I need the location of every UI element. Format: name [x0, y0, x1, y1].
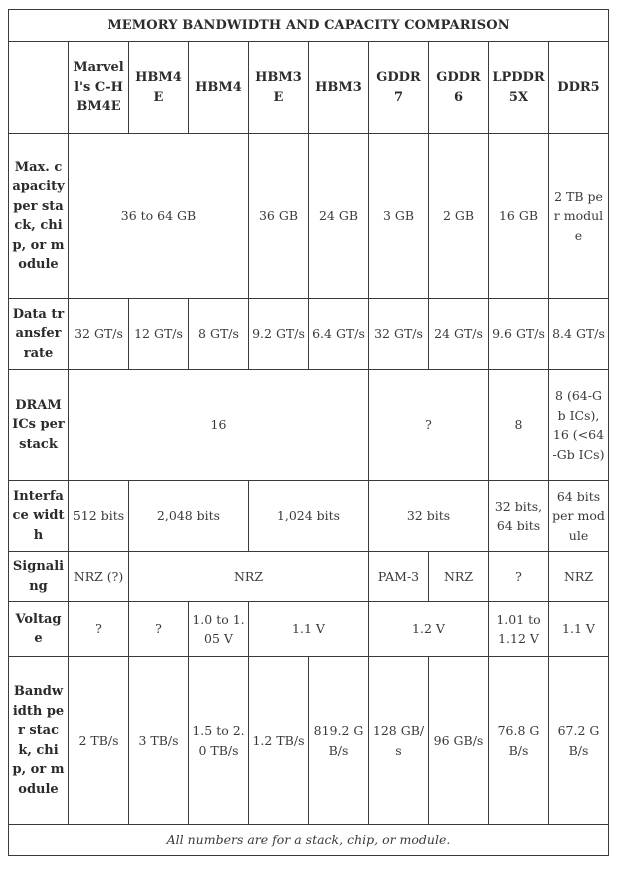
table-cell: ?: [129, 602, 189, 657]
column-header: GDDR7: [369, 42, 429, 134]
table-cell: ?: [489, 552, 549, 602]
table-cell: 32 GT/s: [69, 299, 129, 370]
row-label: Voltage: [9, 602, 69, 657]
row-label: Signaling: [9, 552, 69, 602]
table-cell: NRZ: [129, 552, 369, 602]
column-header: GDDR6: [429, 42, 489, 134]
row-label: Max. capacity per stack, chip, or module: [9, 134, 69, 299]
table-cell: 96 GB/s: [429, 657, 489, 825]
column-header: HBM3: [309, 42, 369, 134]
row-label: Data transfer rate: [9, 299, 69, 370]
column-header: LPDDR5X: [489, 42, 549, 134]
table-row: [9, 657, 609, 825]
table-cell: NRZ: [549, 552, 609, 602]
column-header: HBM3E: [249, 42, 309, 134]
table-cell: 8 GT/s: [189, 299, 249, 370]
comparison-table: [8, 9, 609, 856]
table-cell: 9.2 GT/s: [249, 299, 309, 370]
table-cell: 12 GT/s: [129, 299, 189, 370]
footnote-row: [9, 825, 609, 856]
table-row: [9, 602, 609, 657]
column-header: Marvell's C-HBM4E: [69, 42, 129, 134]
table-row: [9, 481, 609, 552]
table-cell: 1.01 to 1.12 V: [489, 602, 549, 657]
column-header: DDR5: [549, 42, 609, 134]
table-cell: 1,024 bits: [249, 481, 369, 552]
table-cell: 8: [489, 370, 549, 481]
table-cell: 1.0 to 1.05 V: [189, 602, 249, 657]
table-footnote: All numbers are for a stack, chip, or module.: [9, 825, 609, 856]
table-cell: 819.2 GB/s: [309, 657, 369, 825]
column-header: HBM4E: [129, 42, 189, 134]
table-cell: 2 TB per module: [549, 134, 609, 299]
table-cell: 36 GB: [249, 134, 309, 299]
table-cell: 9.6 GT/s: [489, 299, 549, 370]
table-cell: 1.2 TB/s: [249, 657, 309, 825]
table-cell: 16 GB: [489, 134, 549, 299]
table-cell: 64 bits per module: [549, 481, 609, 552]
table-row: [9, 370, 609, 481]
table-row: [9, 134, 609, 299]
table-cell: ?: [69, 602, 129, 657]
header-corner: [9, 42, 69, 134]
table-cell: 32 GT/s: [369, 299, 429, 370]
table-cell: 8.4 GT/s: [549, 299, 609, 370]
header-row: [9, 42, 609, 134]
table-cell: 2 TB/s: [69, 657, 129, 825]
table-cell: PAM-3: [369, 552, 429, 602]
table-cell: 512 bits: [69, 481, 129, 552]
table-cell: 24 GB: [309, 134, 369, 299]
table-cell: 1.1 V: [249, 602, 369, 657]
table-cell: 16: [69, 370, 369, 481]
table-cell: 6.4 GT/s: [309, 299, 369, 370]
table-row: [9, 299, 609, 370]
table-cell: ?: [369, 370, 489, 481]
table-cell: NRZ: [429, 552, 489, 602]
table-cell: 32 bits: [369, 481, 489, 552]
table-cell: 67.2 GB/s: [549, 657, 609, 825]
column-header: HBM4: [189, 42, 249, 134]
table-cell: 32 bits, 64 bits: [489, 481, 549, 552]
table-cell: 2,048 bits: [129, 481, 249, 552]
table-cell: 36 to 64 GB: [69, 134, 249, 299]
table-cell: 24 GT/s: [429, 299, 489, 370]
table-title: MEMORY BANDWIDTH AND CAPACITY COMPARISON: [9, 10, 609, 42]
table-cell: 128 GB/s: [369, 657, 429, 825]
table-cell: 3 TB/s: [129, 657, 189, 825]
table-cell: NRZ (?): [69, 552, 129, 602]
row-label: Interface width: [9, 481, 69, 552]
table-cell: 2 GB: [429, 134, 489, 299]
table-cell: 3 GB: [369, 134, 429, 299]
row-label: Bandwidth per stack, chip, or module: [9, 657, 69, 825]
table-cell: 1.5 to 2.0 TB/s: [189, 657, 249, 825]
row-label: DRAM ICs per stack: [9, 370, 69, 481]
table-cell: 1.2 V: [369, 602, 489, 657]
table-cell: 1.1 V: [549, 602, 609, 657]
table-cell: 8 (64-Gb ICs), 16 (<64-Gb ICs): [549, 370, 609, 481]
table-cell: 76.8 GB/s: [489, 657, 549, 825]
table-row: [9, 552, 609, 602]
